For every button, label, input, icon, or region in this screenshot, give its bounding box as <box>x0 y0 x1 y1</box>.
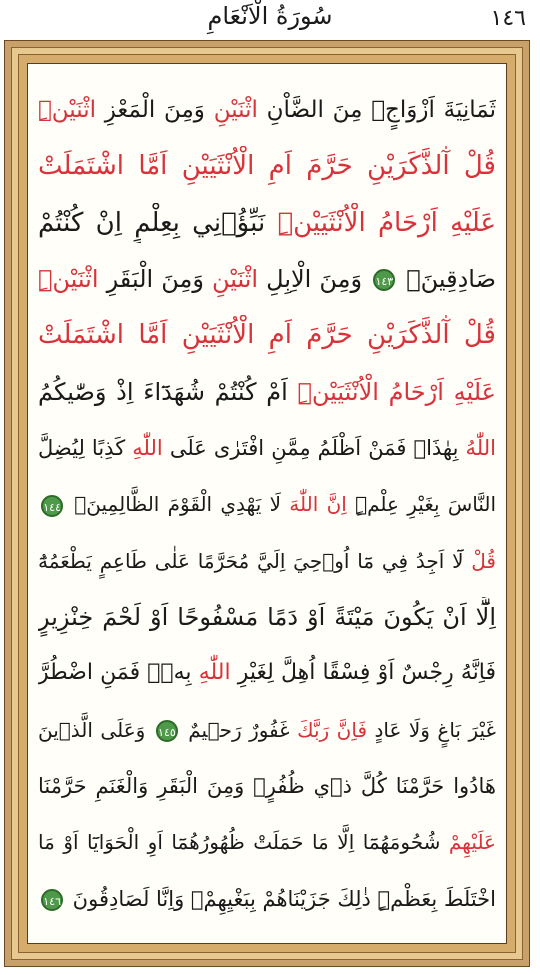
ayah-number-marker: ١٤٤ <box>41 495 63 517</box>
highlighted-text: اثْنَيْنِ <box>211 265 259 294</box>
text-line <box>38 484 496 524</box>
verse-text: وَمِنَ الْاِبِلِ <box>258 265 371 294</box>
verse-text: وَمِنَ الْمَعْزِ <box>95 97 214 123</box>
highlighted-text: عَلَيْهِمْ <box>448 830 496 855</box>
verse-text: شُحُومَهُمَٓا اِلَّا مَا حَمَلَتْ ظُهُورُهُمَٓا اَوِ الْحَوَايَٓا اَوْ مَا <box>38 830 449 855</box>
verse-text: اخْتَلَطَ بِعَظْمٍۜ ذٰلِكَ جَزَيْنَاهُمْ بِبَغْيِهِمْۘ وَاِنَّا لَصَادِقُونَ <box>66 886 496 911</box>
text-line <box>38 315 496 355</box>
text-line <box>38 822 496 862</box>
text-line <box>38 259 496 299</box>
highlighted-text: اِنَّ اللّٰهَ <box>289 492 347 517</box>
highlighted-text: عَلَيْهِ اَرْحَامُ الْاُنْثَيَيْنِۜ <box>297 377 496 406</box>
text-panel <box>27 63 507 944</box>
verse-text: صَادِقِينَۙ <box>398 265 496 294</box>
verse-text: لَٓا اَجِدُ فِي مَٓا اُو۫حِيَ اِلَيَّ مُحَرَّمًا عَلٰى طَاعِمٍ يَطْعَمُهُٓ <box>38 548 472 573</box>
verse-text: غَيْرَ بَاغٍ وَلَا عَادٍ <box>367 717 496 742</box>
ayah-number-marker: ١٤٣ <box>373 269 395 291</box>
text-line <box>38 710 496 750</box>
highlighted-text: اثْنَيْنِۜ <box>38 97 96 123</box>
text-line <box>38 90 496 130</box>
text-line <box>38 372 496 412</box>
frame-border-gold <box>18 54 516 953</box>
page-frame <box>4 40 530 967</box>
verse-text: وَعَلَى الَّذ۪ينَ <box>38 717 153 742</box>
text-line <box>38 653 496 693</box>
highlighted-text: اثْنَيْنِۜ <box>38 265 99 294</box>
page-number: ١٤٦ <box>490 6 526 31</box>
verse-text: كَذِبًا لِيُضِلَّ <box>38 436 133 461</box>
verse-text: فَاِنَّهُ رِجْسٌ اَوْ فِسْقًا اُهِلَّ لِغَيْرِ <box>230 660 496 686</box>
highlighted-text: اثْنَيْنِ <box>213 97 258 123</box>
text-line <box>38 541 496 581</box>
verse-text: اِلَّٓا اَنْ يَكُونَ مَيْتَةً اَوْ دَمًا مَسْفُوحًا اَوْ لَحْمَ خِنْزِيرٍ <box>38 603 496 632</box>
verse-text: نَبِّؤُ۫نِي بِعِلْمٍ اِنْ كُنْتُمْ <box>38 207 278 238</box>
highlighted-text: اللّٰهِ <box>198 660 231 686</box>
text-line <box>38 766 496 806</box>
page-header <box>0 0 540 40</box>
quran-text-area <box>38 90 496 919</box>
surah-title: سُورَةُ الْاَنْعَامِ <box>207 2 333 30</box>
verse-text: هَادُوا حَرَّمْنَا كُلَّ ذ۪ي ظُفُرٍۚ وَمِنَ الْبَقَرِ وَالْغَنَمِ حَرَّمْنَا <box>38 774 496 799</box>
verse-text: وَمِنَ الْبَقَرِ <box>98 265 212 294</box>
text-line <box>38 146 496 186</box>
highlighted-text: قُلْ <box>471 548 496 573</box>
highlighted-text: عَلَيْهِ اَرْحَامُ الْاُنْثَيَيْنِۜ <box>277 207 496 238</box>
verse-text: اَمْ كُنْتُمْ شُهَدَٓاءَ اِذْ وَصّٰيكُمُ <box>38 377 298 406</box>
highlighted-text: اللّٰهُ <box>465 436 496 461</box>
verse-text: ثَمَانِيَةَ اَزْوَاجٍۚ مِنَ الضَّاْنِ <box>257 97 496 123</box>
ayah-number-marker: ١٤٥ <box>156 720 178 742</box>
highlighted-text: قُلْ آٰلذَّكَرَيْنِ حَرَّمَ اَمِ الْاُنْثَيَيْنِ اَمَّا اشْتَمَلَتْ <box>38 320 496 351</box>
text-line <box>38 879 496 919</box>
verse-text: بِهٖۚ فَمَنِ اضْطُرَّ <box>38 660 199 686</box>
verse-text: النَّاسَ بِغَيْرِ عِلْمٍۜ <box>346 492 496 517</box>
text-line <box>38 597 496 637</box>
highlighted-text: فَاِنَّ رَبَّكَ <box>297 717 367 742</box>
text-line <box>38 203 496 243</box>
verse-text: لَا يَهْدِي الْقَوْمَ الظَّالِمِينَ۟ <box>66 492 290 517</box>
ayah-number-marker: ١٤٦ <box>41 889 63 911</box>
text-line <box>38 428 496 468</box>
highlighted-text: اللّٰهِ <box>132 436 163 461</box>
verse-text: غَفُورٌ رَح۪يمٌ <box>180 717 298 742</box>
highlighted-text: قُلْ آٰلذَّكَرَيْنِ حَرَّمَ اَمِ الْاُنْثَيَيْنِ اَمَّا اشْتَمَلَتْ <box>38 151 496 182</box>
verse-text: بِهٰذَاۚ فَمَنْ اَظْلَمُ مِمَّنِ افْتَرٰى عَلَى <box>162 436 466 461</box>
frame-border-inner <box>11 47 523 960</box>
